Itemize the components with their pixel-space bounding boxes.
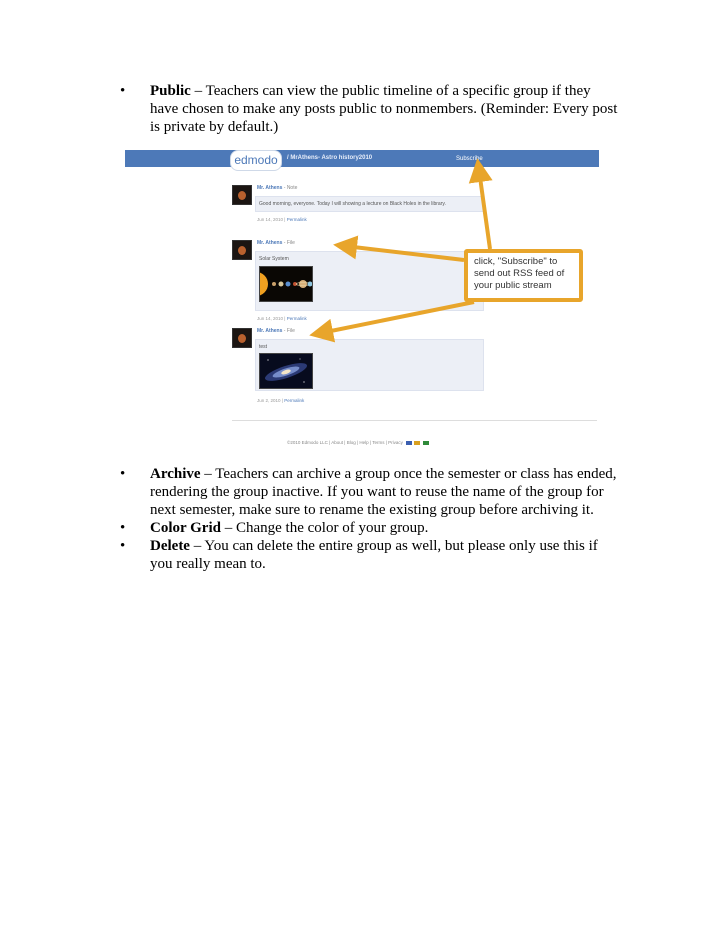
post-message: Solar System: [259, 256, 289, 262]
subscribe-link[interactable]: Subscribe: [456, 156, 483, 162]
subscribe-callout: click, "Subscribe" to send out RSS feed of your public stream: [464, 249, 583, 302]
bullet-list-bottom: [118, 465, 618, 573]
permalink[interactable]: Permalink: [286, 316, 307, 321]
meta-sep: |: [283, 316, 287, 321]
permalink[interactable]: Permalink: [286, 217, 307, 222]
meta-sep: |: [280, 398, 285, 403]
footer-links[interactable]: ©2010 Edmodo LLC | About | Blog | Help | Terms | Privacy: [287, 440, 403, 445]
bullet-dot: •: [120, 466, 126, 482]
bullet-public: [118, 82, 618, 136]
bullet-dot: •: [120, 83, 126, 99]
post-kind: - Note: [282, 185, 298, 191]
post-date: Jun 14, 2010: [257, 217, 284, 222]
post-date: Jun 2, 2010: [257, 398, 281, 403]
author-name[interactable]: Mr. Athens: [257, 328, 283, 334]
edmodo-screenshot: [125, 150, 599, 452]
bullet-term: Archive: [150, 466, 201, 482]
post-message: test: [259, 344, 268, 350]
bullet-list-top: [118, 82, 618, 136]
bullet-text: – You can delete the entire group as well, but please only use this if you really mean to.: [150, 538, 598, 572]
bullet-color-grid: [118, 519, 618, 537]
group-breadcrumb[interactable]: / MrAthens- Astro history2010: [287, 155, 373, 161]
author-name[interactable]: Mr. Athens: [257, 185, 283, 191]
author-name[interactable]: Mr. Athens: [257, 240, 283, 246]
arrow-to-post-2: [345, 246, 464, 260]
post-kind: - File: [282, 328, 295, 334]
post-date: Jun 14, 2010: [257, 316, 284, 321]
bullet-dot: •: [120, 538, 126, 554]
arrow-to-post-3: [321, 302, 474, 333]
bullet-dot: •: [120, 520, 126, 536]
bullet-term: Delete: [150, 538, 190, 554]
post-message: Good morning, everyone. Today I will showing a lecture on Black Holes in the library.: [259, 201, 446, 207]
bullet-archive: [118, 465, 618, 519]
post-kind: - File: [282, 240, 295, 246]
bullet-term: Color Grid: [150, 520, 221, 536]
bullet-delete: [118, 537, 618, 573]
meta-sep: |: [283, 217, 287, 222]
bullet-text: – Teachers can view the public timeline of a specific group if they have chosen to make any posts public to nonmembers. (Reminder: Every post is private by default.): [150, 83, 618, 135]
bullet-text: – Teachers can archive a group once the semester or class has ended, rendering the group inactive. If you want to reuse the name of the group for next semester, make sure to rename the existing group before archiving it.: [150, 466, 617, 518]
bullet-text: – Change the color of your group.: [220, 520, 429, 536]
permalink[interactable]: Permalink: [284, 398, 305, 403]
bullet-term: Public: [150, 83, 191, 99]
arrow-to-subscribe: [479, 170, 490, 249]
edmodo-logo[interactable]: edmodo: [231, 151, 281, 170]
